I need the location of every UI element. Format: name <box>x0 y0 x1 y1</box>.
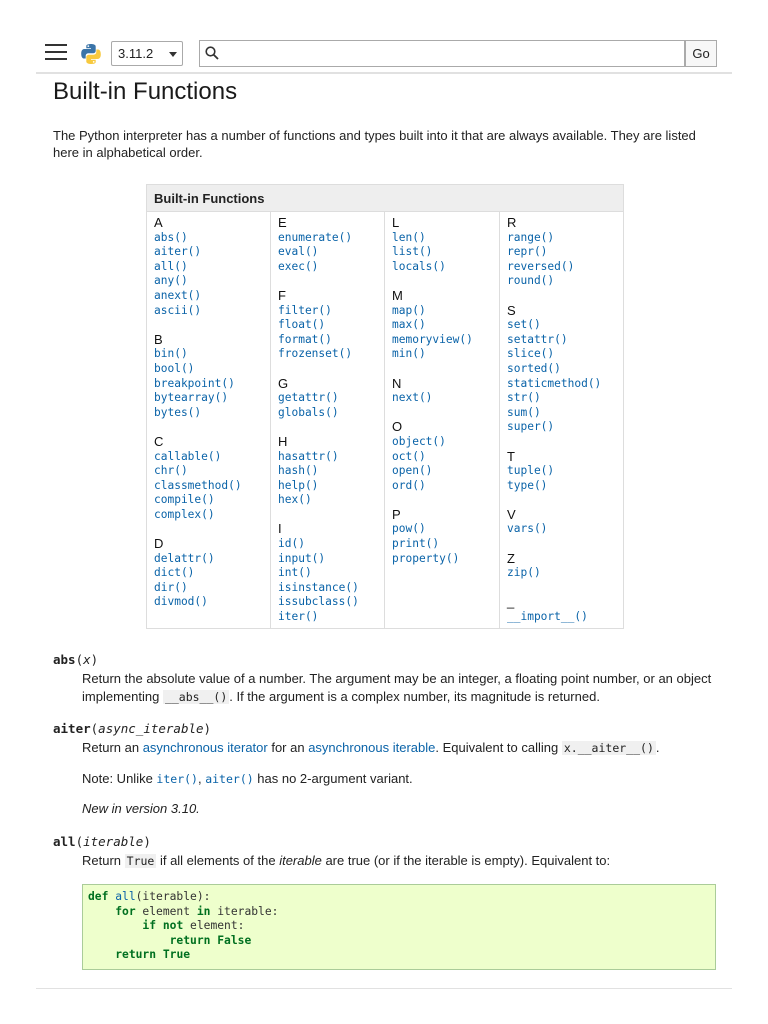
group-letter: A <box>154 215 163 230</box>
function-link[interactable]: range() <box>507 230 555 244</box>
aiter-text: for an <box>267 740 309 755</box>
function-link[interactable]: sum() <box>507 405 541 419</box>
function-link[interactable]: object() <box>392 434 446 448</box>
aiter-note <box>82 770 713 788</box>
fn-name: abs <box>53 652 76 667</box>
code-keyword: return <box>169 933 211 947</box>
search-icon <box>205 46 219 60</box>
letter-group <box>507 508 616 537</box>
function-link[interactable]: property() <box>392 551 460 565</box>
function-link[interactable]: dict() <box>154 566 195 580</box>
function-link[interactable]: __import__() <box>507 610 588 624</box>
abs-entry <box>53 651 713 706</box>
group-letter: P <box>392 506 401 522</box>
letter-group <box>507 450 616 494</box>
letter-group <box>507 552 616 581</box>
function-link[interactable]: vars() <box>507 522 548 536</box>
function-link[interactable]: id() <box>278 537 305 551</box>
group-letter: V <box>507 506 516 522</box>
letter-group <box>154 435 270 523</box>
function-link[interactable]: all() <box>154 259 188 273</box>
function-link[interactable]: hex() <box>278 493 312 507</box>
search-input[interactable] <box>226 43 680 65</box>
note-text: , <box>197 771 206 786</box>
all-text: are true (or if the iterable is empty). Equivalent to: <box>321 853 611 868</box>
function-link[interactable]: breakpoint() <box>154 376 235 390</box>
code-operator: in <box>196 904 211 918</box>
group-letter: F <box>278 287 286 303</box>
top-navigation-bar <box>0 0 768 72</box>
function-link[interactable]: setattr() <box>507 332 568 346</box>
function-link[interactable]: bin() <box>154 347 188 361</box>
letter-group <box>154 537 270 610</box>
group-letter: E <box>278 215 287 230</box>
function-link[interactable]: divmod() <box>154 595 208 609</box>
letter-group <box>507 595 616 624</box>
letter-group <box>392 289 499 362</box>
function-link[interactable]: iter() <box>278 610 319 624</box>
function-link[interactable]: complex() <box>154 507 215 521</box>
fn-param: async_iterable <box>98 721 204 736</box>
asynchronous-iterable-link[interactable]: asynchronous iterable <box>308 740 436 755</box>
function-link[interactable]: help() <box>278 478 319 492</box>
function-link[interactable]: str() <box>507 391 541 405</box>
letter-group <box>278 435 384 508</box>
aiter-text: Return an <box>82 740 143 755</box>
function-link[interactable]: zip() <box>507 566 541 580</box>
table-column <box>271 212 385 628</box>
function-link[interactable]: locals() <box>392 259 446 273</box>
all-description <box>82 852 713 870</box>
code-text: iterable: <box>210 904 279 918</box>
function-link[interactable]: exec() <box>278 259 319 273</box>
fn-name: aiter <box>53 721 91 736</box>
aiter-text: . Equivalent to calling <box>435 740 562 755</box>
group-letter: G <box>278 375 289 391</box>
all-text: Return <box>82 853 125 868</box>
function-link[interactable]: any() <box>154 274 188 288</box>
aiter-text: . <box>655 740 660 755</box>
intro-paragraph: The Python interpreter has a number of functions and types built into it that are always available. They are listed here in alphabetical order. <box>53 128 696 160</box>
function-link[interactable]: dir() <box>154 580 188 594</box>
function-link[interactable]: super() <box>507 420 555 434</box>
table-columns <box>147 212 623 628</box>
letter-group <box>507 304 616 435</box>
letter-group <box>507 216 616 289</box>
function-link[interactable]: open() <box>392 464 433 478</box>
aiter-signature: aiter(async_iterable) <box>53 721 212 736</box>
function-link[interactable]: filter() <box>278 303 332 317</box>
code-text: element <box>135 904 197 918</box>
function-link[interactable]: ord() <box>392 478 426 492</box>
letter-group <box>392 377 499 406</box>
fn-name: all <box>53 834 76 849</box>
letter-group <box>278 216 384 274</box>
abs-signature: abs(x) <box>53 652 99 667</box>
code-text: (iterable): <box>135 890 211 903</box>
header-divider <box>36 72 732 74</box>
go-button[interactable]: Go <box>685 40 717 67</box>
function-link[interactable]: bytearray() <box>154 391 229 405</box>
code-line <box>88 890 715 905</box>
abs-text: . If the argument is a complex number, its magnitude is returned. <box>229 689 600 704</box>
function-link[interactable]: float() <box>278 318 326 332</box>
letter-group <box>278 377 384 421</box>
code-constant: True <box>162 948 191 962</box>
function-link[interactable]: int() <box>278 566 312 580</box>
function-link[interactable]: hash() <box>278 464 319 478</box>
abs-text: Return the absolute value of a number. The argument may be an integer, a floating point number, or an object implementing <box>82 671 712 704</box>
function-link[interactable]: input() <box>278 551 326 565</box>
function-link[interactable]: delattr() <box>154 551 215 565</box>
iter-link-code: iter() <box>156 772 198 786</box>
function-link[interactable]: chr() <box>154 464 188 478</box>
code-line <box>88 948 715 963</box>
group-letter: S <box>507 302 516 318</box>
version-select[interactable] <box>111 41 183 66</box>
function-link[interactable]: oct() <box>392 449 426 463</box>
function-link[interactable]: format() <box>278 332 332 346</box>
function-link[interactable]: memoryview() <box>392 332 473 346</box>
aiter-link[interactable] <box>205 771 253 786</box>
code-line <box>88 919 715 934</box>
group-letter: L <box>392 215 400 230</box>
code-constant: False <box>217 933 252 947</box>
search-box[interactable] <box>199 40 685 67</box>
table-column <box>500 212 616 628</box>
function-link[interactable]: max() <box>392 318 426 332</box>
function-link[interactable]: tuple() <box>507 464 555 478</box>
function-link[interactable]: type() <box>507 478 548 492</box>
function-link[interactable]: isinstance() <box>278 580 359 594</box>
code-keyword: for <box>115 904 136 918</box>
group-letter: M <box>392 287 403 303</box>
function-link[interactable]: issubclass() <box>278 595 359 609</box>
letter-group <box>154 333 270 421</box>
function-link[interactable]: sorted() <box>507 361 561 375</box>
function-link[interactable]: next() <box>392 391 433 405</box>
function-link[interactable]: set() <box>507 318 541 332</box>
hamburger-menu-icon[interactable] <box>45 44 69 64</box>
version-select-value: 3.11.2 <box>118 46 154 61</box>
group-letter: _ <box>507 594 515 610</box>
code-keyword: def <box>88 890 109 903</box>
function-link[interactable]: round() <box>507 274 555 288</box>
aiter-description <box>82 739 713 818</box>
code-text: element: <box>183 919 245 933</box>
function-link[interactable]: bool() <box>154 361 195 375</box>
inline-code: x.__aiter__() <box>563 741 654 755</box>
table-header: Built-in Functions <box>147 185 623 212</box>
function-link[interactable]: ascii() <box>154 303 202 317</box>
code-keyword: return <box>115 948 157 962</box>
function-link[interactable]: aiter() <box>154 245 202 259</box>
aiter-entry <box>53 720 713 818</box>
function-link[interactable]: hasattr() <box>278 449 339 463</box>
code-line <box>88 934 715 949</box>
inline-code: __abs__() <box>164 690 228 704</box>
asynchronous-iterator-link[interactable]: asynchronous iterator <box>142 740 268 755</box>
all-entry <box>53 833 713 870</box>
group-letter: R <box>507 215 517 230</box>
chevron-down-icon <box>169 52 177 57</box>
function-link[interactable]: len() <box>392 230 426 244</box>
function-link[interactable]: classmethod() <box>154 478 242 492</box>
function-link[interactable]: anext() <box>154 288 202 302</box>
letter-group <box>278 289 384 362</box>
function-link[interactable]: eval() <box>278 245 319 259</box>
fn-param: iterable <box>83 834 144 849</box>
function-link[interactable]: compile() <box>154 493 215 507</box>
group-letter: C <box>154 433 164 449</box>
function-link[interactable]: print() <box>392 537 440 551</box>
builtin-functions-table <box>146 184 624 629</box>
function-link[interactable]: staticmethod() <box>507 376 602 390</box>
function-link[interactable]: frozenset() <box>278 347 353 361</box>
group-letter: T <box>507 448 515 464</box>
code-function-name: all <box>115 890 136 903</box>
all-emphasis: iterable <box>279 853 322 868</box>
group-letter: H <box>278 433 288 449</box>
abs-description <box>82 670 713 706</box>
all-text: if all elements of the <box>156 853 280 868</box>
version-added-note: New in version 3.10. <box>82 801 200 816</box>
aiter-link-code: aiter() <box>205 772 254 786</box>
group-letter: D <box>154 536 164 552</box>
function-link[interactable]: enumerate() <box>278 230 353 244</box>
code-keyword: if <box>142 919 157 933</box>
inline-code: True <box>126 854 155 868</box>
letter-group <box>392 216 499 274</box>
group-letter: N <box>392 375 402 391</box>
function-link[interactable]: bytes() <box>154 405 202 419</box>
group-letter: Z <box>507 550 515 566</box>
function-link[interactable]: callable() <box>154 449 222 463</box>
function-link[interactable]: list() <box>392 245 433 259</box>
table-column <box>385 212 500 628</box>
code-line <box>88 905 715 920</box>
function-link[interactable]: slice() <box>507 347 555 361</box>
letter-group <box>154 216 270 318</box>
note-text: Note: Unlike <box>82 771 157 786</box>
note-text: has no 2-argument variant. <box>253 771 413 786</box>
function-link[interactable]: pow() <box>392 522 426 536</box>
letter-group <box>392 508 499 566</box>
iter-link[interactable] <box>156 771 198 786</box>
function-link[interactable]: map() <box>392 303 426 317</box>
letter-group <box>392 420 499 493</box>
function-link[interactable]: getattr() <box>278 391 339 405</box>
group-letter: I <box>278 521 282 537</box>
function-link[interactable]: abs() <box>154 230 188 244</box>
letter-group <box>278 522 384 624</box>
group-letter: B <box>154 331 163 347</box>
table-column <box>147 212 271 628</box>
fn-param: x <box>83 652 91 667</box>
function-link[interactable]: reversed() <box>507 259 575 273</box>
footer-divider <box>36 988 732 989</box>
all-signature: all(iterable) <box>53 834 151 849</box>
function-link[interactable]: repr() <box>507 245 548 259</box>
function-link[interactable]: globals() <box>278 405 339 419</box>
function-link[interactable]: min() <box>392 347 426 361</box>
code-operator: not <box>162 919 184 933</box>
code-block <box>82 884 716 970</box>
python-logo-icon[interactable] <box>80 43 102 65</box>
group-letter: O <box>392 419 403 435</box>
page-title: Built-in Functions <box>53 78 238 105</box>
